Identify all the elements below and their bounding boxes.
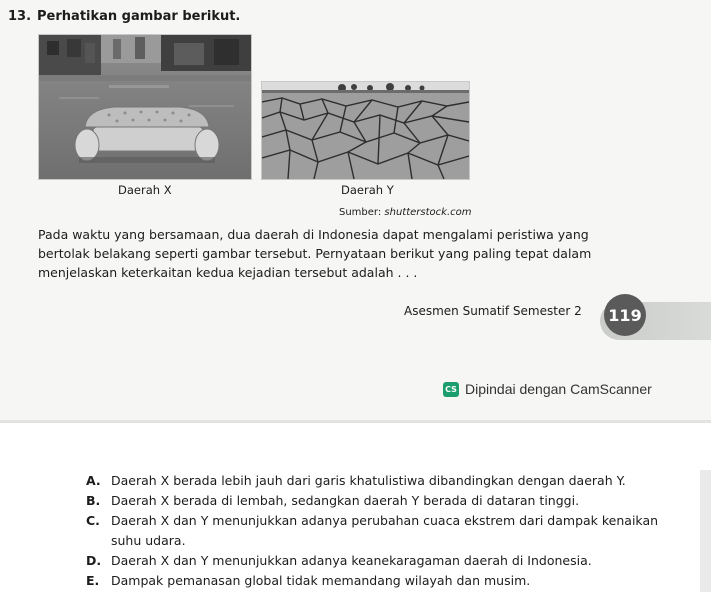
- question-header: [8, 9, 240, 24]
- flood-photo-drawing: [39, 35, 251, 179]
- stem-line: menjelaskan keterkaitan kedua kejadian tersebut adalah . . .: [38, 265, 418, 280]
- answer-options: [86, 471, 686, 591]
- option-a[interactable]: [86, 471, 686, 491]
- option-letter: A.: [86, 473, 101, 488]
- option-letter: C.: [86, 513, 100, 528]
- option-letter: D.: [86, 553, 102, 568]
- footer-label: Asesmen Sumatif Semester 2: [404, 304, 582, 318]
- flood-photo: [38, 34, 252, 180]
- option-b[interactable]: [86, 491, 686, 511]
- option-c[interactable]: [86, 511, 686, 551]
- page-number-badge: 119: [604, 294, 646, 336]
- caption-daerah-x: Daerah X: [118, 183, 172, 197]
- stem-line: bertolak belakang seperti gambar tersebut. Pernyataan berikut yang paling tepat dalam: [38, 246, 592, 261]
- source-label: Sumber:: [339, 207, 385, 218]
- option-text-continued: suhu udara.: [111, 533, 186, 548]
- drought-photo: [261, 81, 470, 180]
- stem-line: Pada waktu yang bersamaan, dua daerah di Indonesia dapat mengalami peristiwa yang: [38, 227, 589, 242]
- scan-edge-strip: [700, 470, 711, 592]
- camscanner-logo-icon: CS: [443, 382, 459, 397]
- drought-photo-drawing: [262, 82, 469, 179]
- option-e[interactable]: [86, 571, 686, 591]
- option-text: Daerah X dan Y menunjukkan adanya keanekaragaman daerah di Indonesia.: [111, 553, 592, 568]
- option-text: Daerah X berada lebih jauh dari garis khatulistiwa dibandingkan dengan daerah Y.: [111, 473, 626, 488]
- caption-daerah-y: Daerah Y: [341, 183, 394, 197]
- option-text: Daerah X dan Y menunjukkan adanya perubahan cuaca ekstrem dari dampak kenaikan: [111, 513, 659, 528]
- question-number: 13.: [8, 9, 32, 24]
- option-d[interactable]: [86, 551, 686, 571]
- camscanner-text: Dipindai dengan CamScanner: [465, 381, 652, 397]
- source-site: shutterstock.com: [384, 207, 472, 218]
- camscanner-watermark: [443, 381, 652, 397]
- option-letter: B.: [86, 493, 101, 508]
- option-text: Daerah X berada di lembah, sedangkan daerah Y berada di dataran tinggi.: [111, 493, 580, 508]
- option-letter: E.: [86, 573, 100, 588]
- image-source: [339, 207, 472, 218]
- page-divider: [0, 420, 711, 423]
- question-stem: [38, 225, 648, 282]
- option-text: Dampak pemanasan global tidak memandang wilayah dan musim.: [111, 573, 531, 588]
- question-prompt: Perhatikan gambar berikut.: [37, 9, 241, 24]
